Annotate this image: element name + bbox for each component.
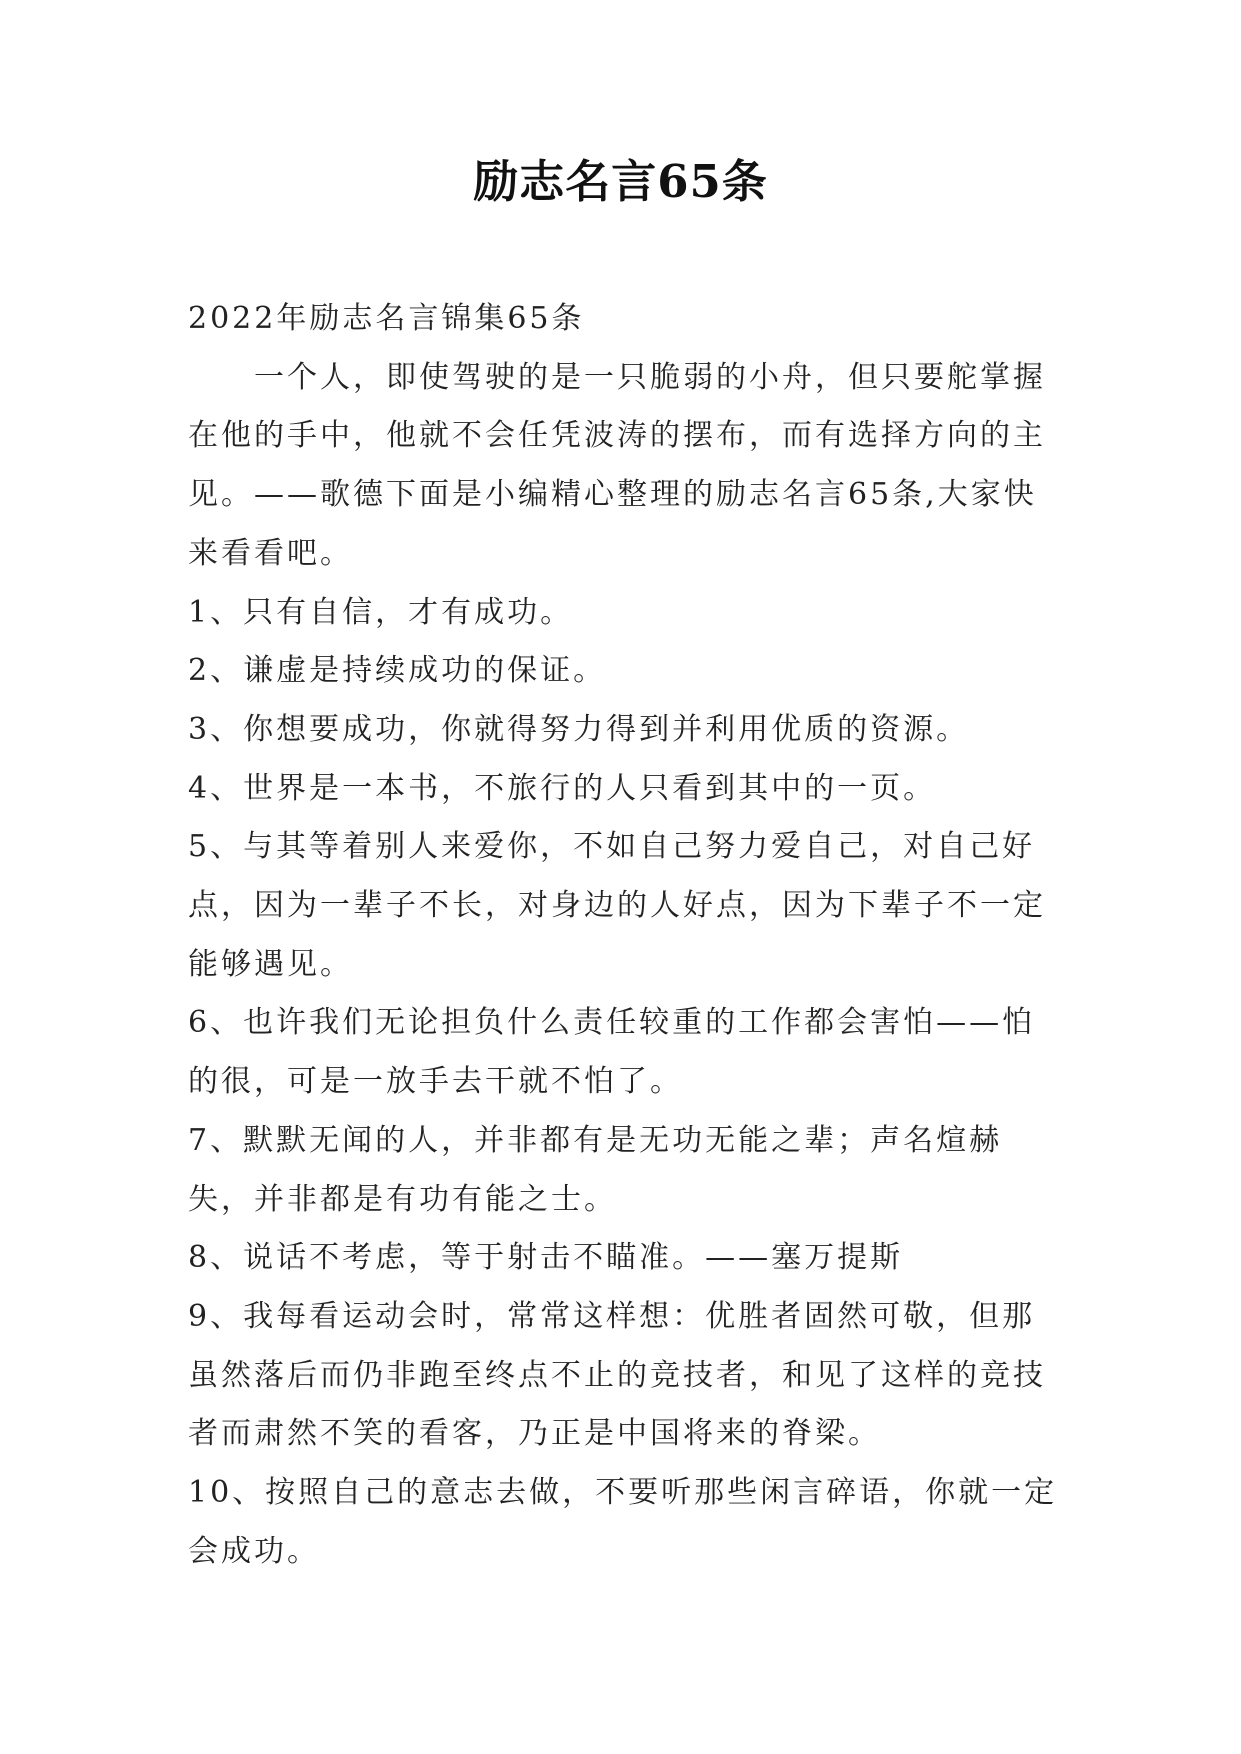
quote-item-4: 4、世界是一本书，不旅行的人只看到其中的一页。 (188, 770, 937, 806)
quote-item-9: 9、我每看运动会时，常常这样想：优胜者固然可敬，但那虽然落后而仍非跑至终点不止的竞技者，和见了这样的竞技者而肃然不笑的看客，乃正是中国将来的脊梁。 (188, 1298, 1046, 1452)
quote-item-7: 7、默默无闻的人，并非都有是无功无能之辈；声名煊赫失，并非都是有功有能之士。 (188, 1122, 1003, 1217)
quote-item-6: 6、也许我们无论担负什么责任较重的工作都会害怕——怕的很，可是一放手去干就不怕了。 (188, 1005, 1036, 1100)
quote-item-2: 2、谦虚是持续成功的保证。 (188, 653, 607, 689)
quote-item-1: 1、只有自信，才有成功。 (188, 594, 574, 630)
document-title: 励志名言65条 (473, 155, 768, 208)
intro-paragraph: 一个人，即使驾驶的是一只脆弱的小舟，但只要舵掌握在他的手中，他就不会任凭波涛的摆布，而有选择方向的主见。——歌德下面是小编精心整理的励志名言65条,大家快来看看吧。 (188, 359, 1046, 571)
quote-item-5: 5、与其等着别人来爱你，不如自己努力爱自己，对自己好点，因为一辈子不长，对身边的人好点，因为下辈子不一定能够遇见。 (188, 829, 1046, 982)
quote-item-10: 10、按照自己的意志去做，不要听那些闲言碎语，你就一定会成功。 (188, 1475, 1058, 1569)
quote-item-3: 3、你想要成功，你就得努力得到并利用优质的资源。 (188, 711, 970, 747)
document-subtitle: 2022年励志名言锦集65条 (188, 301, 585, 336)
document-body (188, 290, 1060, 1581)
quote-item-8: 8、说话不考虑，等于射击不瞄准。——塞万提斯 (188, 1240, 904, 1276)
